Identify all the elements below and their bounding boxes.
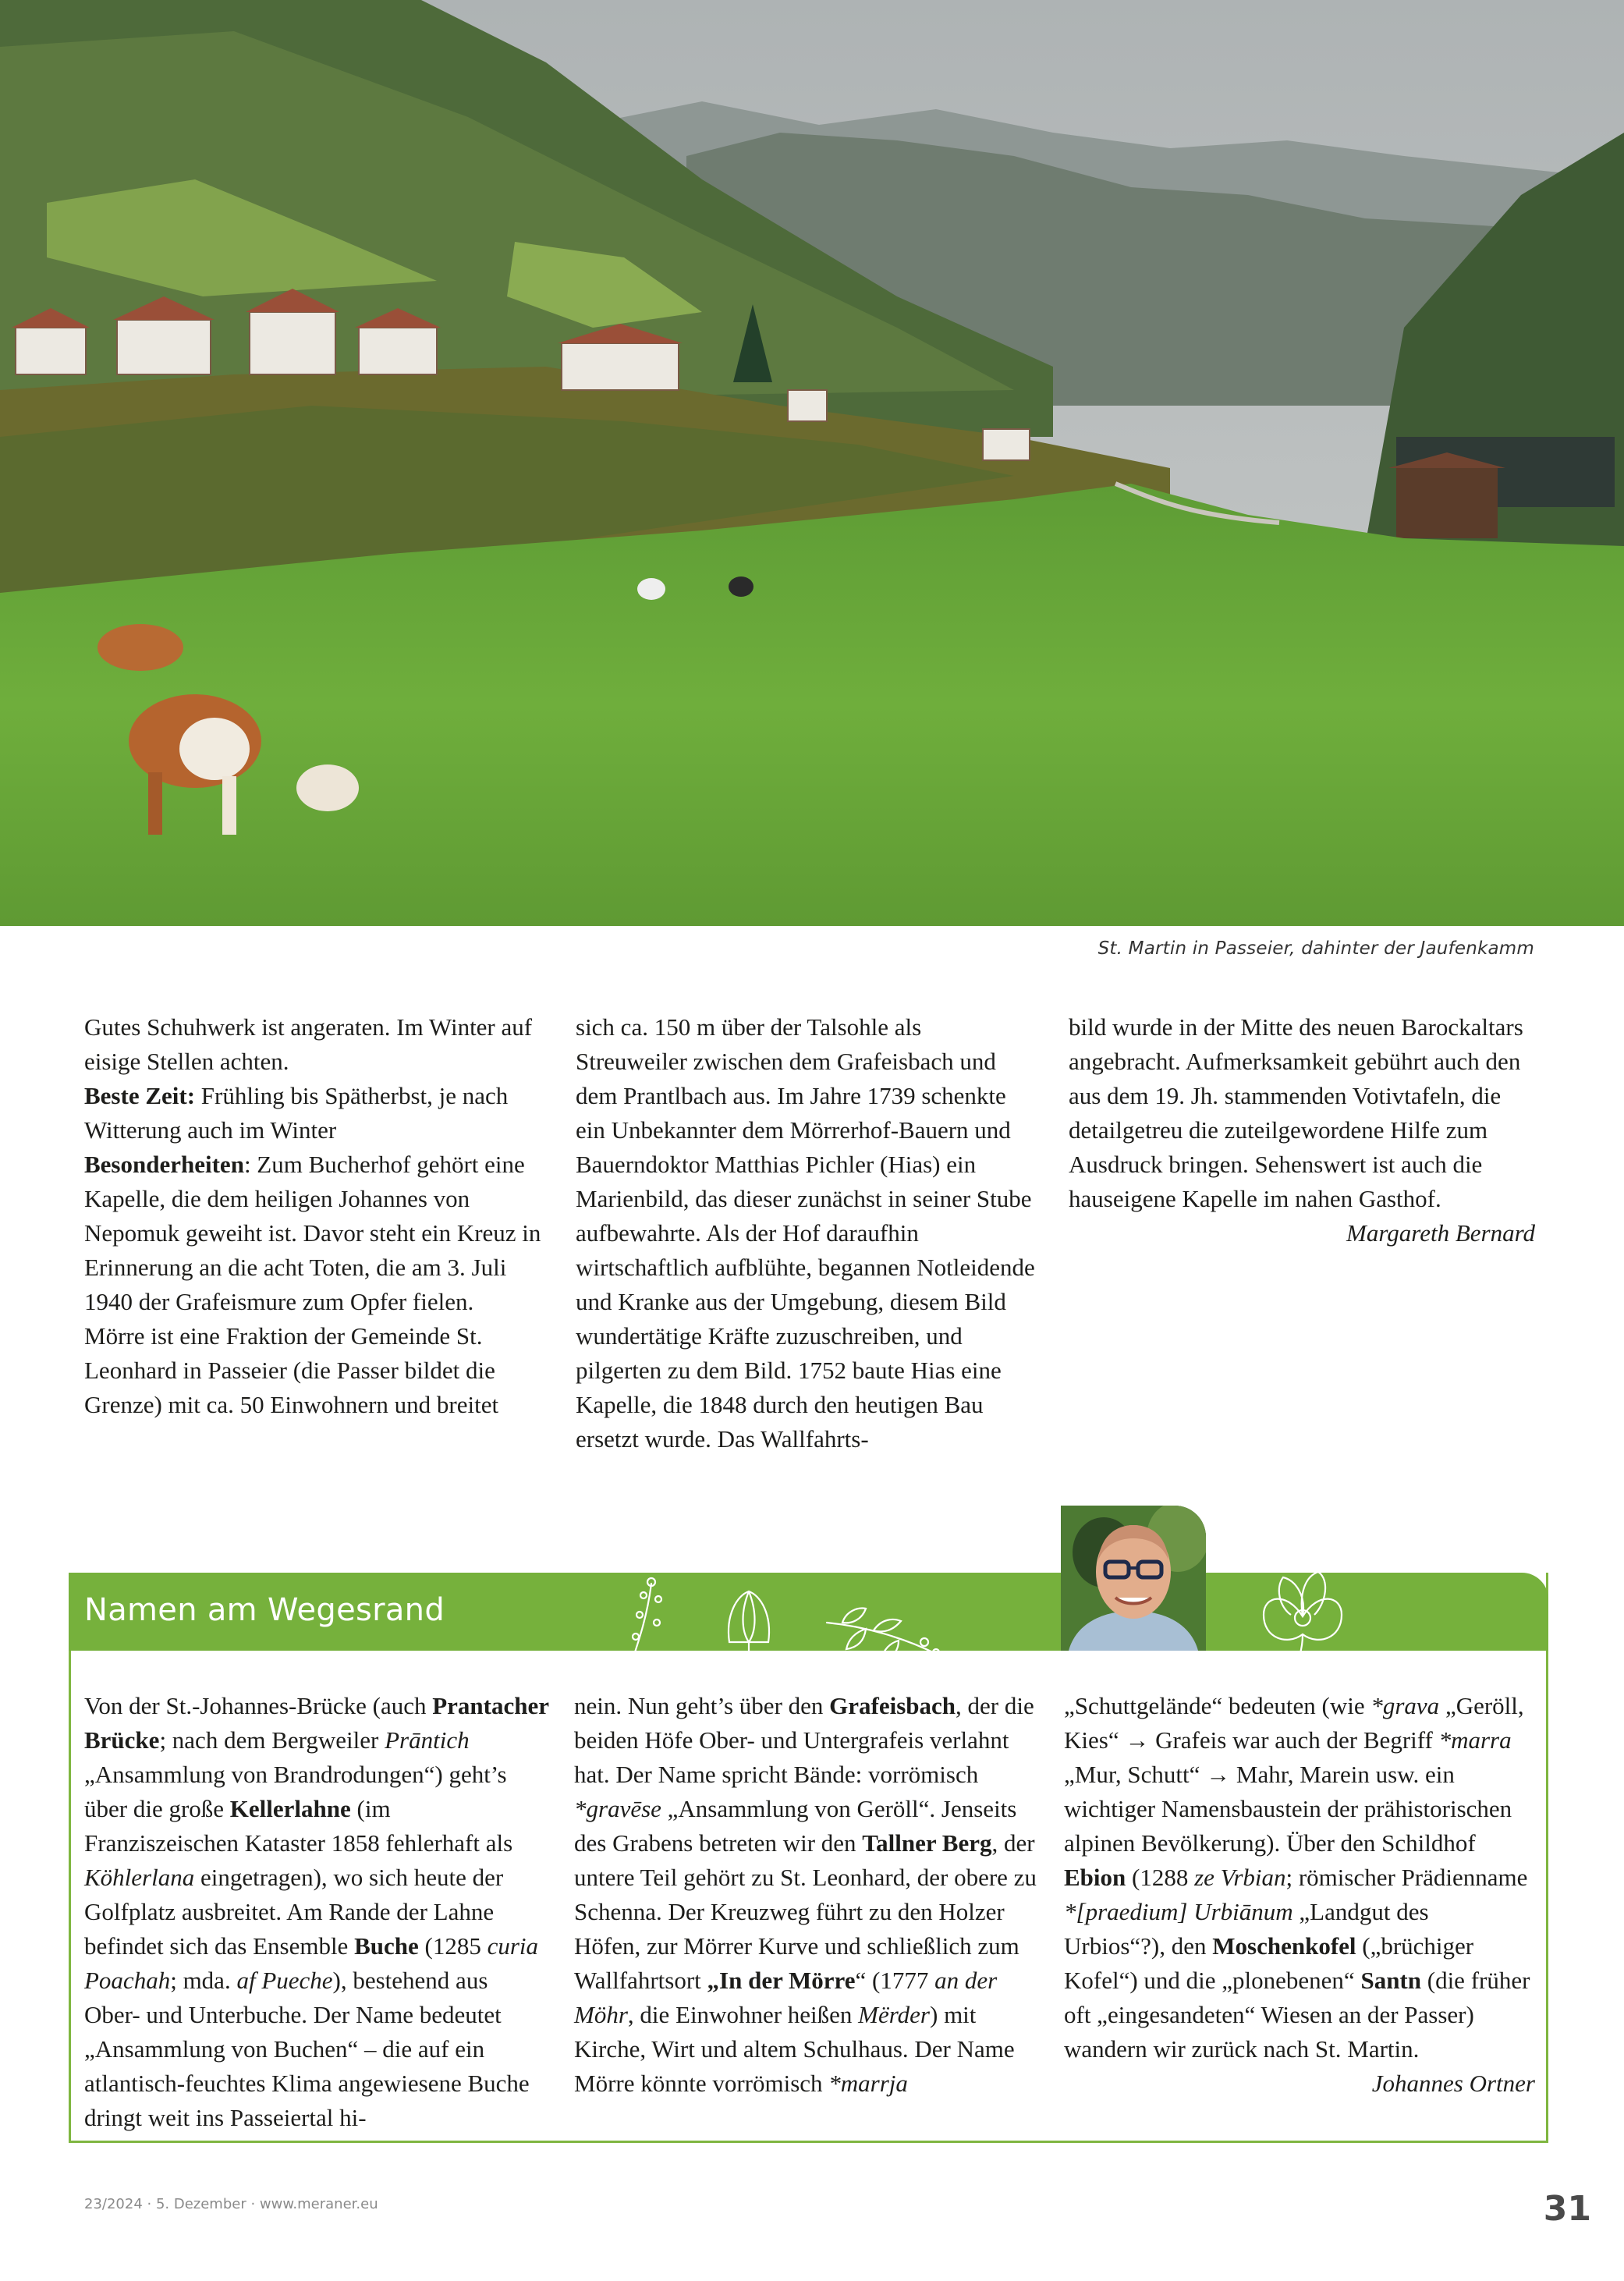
paragraph-history: sich ca. 150 m über der Talsohle als Streuweiler zwischen dem Grafeisbach und dem Prantlbach aus. Im Jahre 1739 schenkte ein Unbekannter dem Mörrerhof-Bauern und Bauerndoktor Matthias Pichler (Hias) ein Marienbild, das dieser zunächst in seiner Stube aufbewahrte. Als der Hof daraufhin wirtschaftlich aufblühte, begannen Notleidende und Kranke aus der Umgebung, diesem Bild wundertätige Kräfte zuzuschreiben, und pilgerten zu dem Bild. 1752 baute Hias eine Kapelle, die 1848 durch den heutigen Bau ersetzt wurde. Das Wallfahrts- xyxy=(576,1013,1035,1453)
names-column-3 xyxy=(1064,1689,1535,2101)
footer-issue: 23/2024 · 5. Dezember · www.meraner.eu xyxy=(84,2196,378,2212)
label-beste-zeit: Beste Zeit: xyxy=(84,1082,196,1109)
names-author: Johannes Ortner xyxy=(1371,2070,1535,2097)
poppy-flower-icon xyxy=(1244,1560,1361,1673)
article-column-3 xyxy=(1069,1010,1535,1250)
names-column-2 xyxy=(574,1689,1039,2101)
paragraph-chapel: bild wurde in der Mitte des neuen Barockaltars angebracht. Aufmerksamkeit gebührt auch den aus dem 19. Jh. stammenden Votivtafeln, die detailgetreu die zuteilgewordene Hilfe zum Ausdruck bringen. Sehenswert ist auch die hauseigene Kapelle im nahen Gasthof. xyxy=(1069,1013,1523,1212)
author-portrait xyxy=(1061,1506,1206,1651)
photo-caption: St. Martin in Passeier, dahinter der Jaufenkamm xyxy=(1097,938,1534,959)
names-paragraph-3: „Schuttgelände“ bedeuten (wie *grava „Geröll, Kies“ → Grafeis war auch der Begriff *marra „Mur, Schutt“ → Mahr, Marein usw. ein wichtiger Namensbaustein der prähistorischen alpinen Bevölkerung). Über den Schildhof Ebion (1288 ze Vrbian; römischer Prädienname *[praedium] Urbiānum „Landgut des Urbios“?), den Moschenkofel („brüchiger Kofel“) und die „plonebenen“ Santn (die früher oft „eingesandeten“ Wiesen an der Passer) wandern wir zurück nach St. Martin. xyxy=(1064,1692,1530,2063)
paragraph-best-time: Beste Zeit: Frühling bis Spätherbst, je nach Witterung auch im Winter xyxy=(84,1082,509,1144)
article-column-2 xyxy=(576,1010,1037,1456)
names-paragraph-1: Von der St.-Johannes-Brücke (auch Prantacher Brücke; nach dem Bergweiler Prāntich „Ansammlung von Brandrodungen“) geht’s über die große Kellerlahne (im Franziszeischen Kataster 1858 fehlerhaft als Köhlerlana eingetragen), wo sich heute der Golfplatz ausbreitet. Am Rande der Lahne befindet sich das Ensemble Buche (1285 curia Poachah; mda. af Pueche), bestehend aus Ober- und Unterbuche. Der Name bedeutet „Ansammlung von Buchen“ – die auf ein atlantisch-feuchtes Klima angewiesene Buche dringt weit ins Passeiertal hi- xyxy=(84,1692,549,2131)
page-number: 31 xyxy=(1543,2189,1591,2229)
paragraph-features: Besonderheiten: Zum Bucherhof gehört eine Kapelle, die dem heiligen Johannes von Nepomuk geweiht ist. Davor steht ein Kreuz in Erinnerung an die acht Toten, die am 3. Juli 1940 der Grafeismure zum Opfer fielen. xyxy=(84,1151,541,1315)
landscape-photo xyxy=(0,0,1624,926)
floral-decoration-icon xyxy=(608,1568,1045,1685)
names-box-title: Namen am Wegesrand xyxy=(84,1592,445,1628)
names-paragraph-2: nein. Nun geht’s über den Grafeisbach, der die beiden Höfe Ober- und Untergrafeis verlahnt hat. Der Name spricht Bände: vorrömisch *gravēse „Ansammlung von Geröll“. Jenseits des Grabens betreten wir den Tallner Berg, der untere Teil gehört zu St. Leonhard, der obere zu Schenna. Der Kreuzweg führt zu den Holzer Höfen, zur Mörrer Kurve und schließlich zum Wallfahrtsort „In der Mörre“ (1777 an der Möhr, die Einwohner heißen Mërder) mit Kirche, Wirt und altem Schulhaus. Der Name Mörre könnte vorrömisch *marrja xyxy=(574,1692,1037,2097)
names-column-1 xyxy=(84,1689,549,2135)
article-author: Margareth Bernard xyxy=(1346,1219,1535,1247)
paragraph-moerre: Mörre ist eine Fraktion der Gemeinde St. Leonhard in Passeier (die Passer bildet die Grenze) mit ca. 50 Einwohnern und breitet xyxy=(84,1322,499,1418)
paragraph-equipment: Gutes Schuhwerk ist angeraten. Im Winter auf eisige Stellen achten. xyxy=(84,1013,533,1075)
article-column-1 xyxy=(84,1010,544,1422)
label-besonderheiten: Besonderheiten xyxy=(84,1151,244,1178)
